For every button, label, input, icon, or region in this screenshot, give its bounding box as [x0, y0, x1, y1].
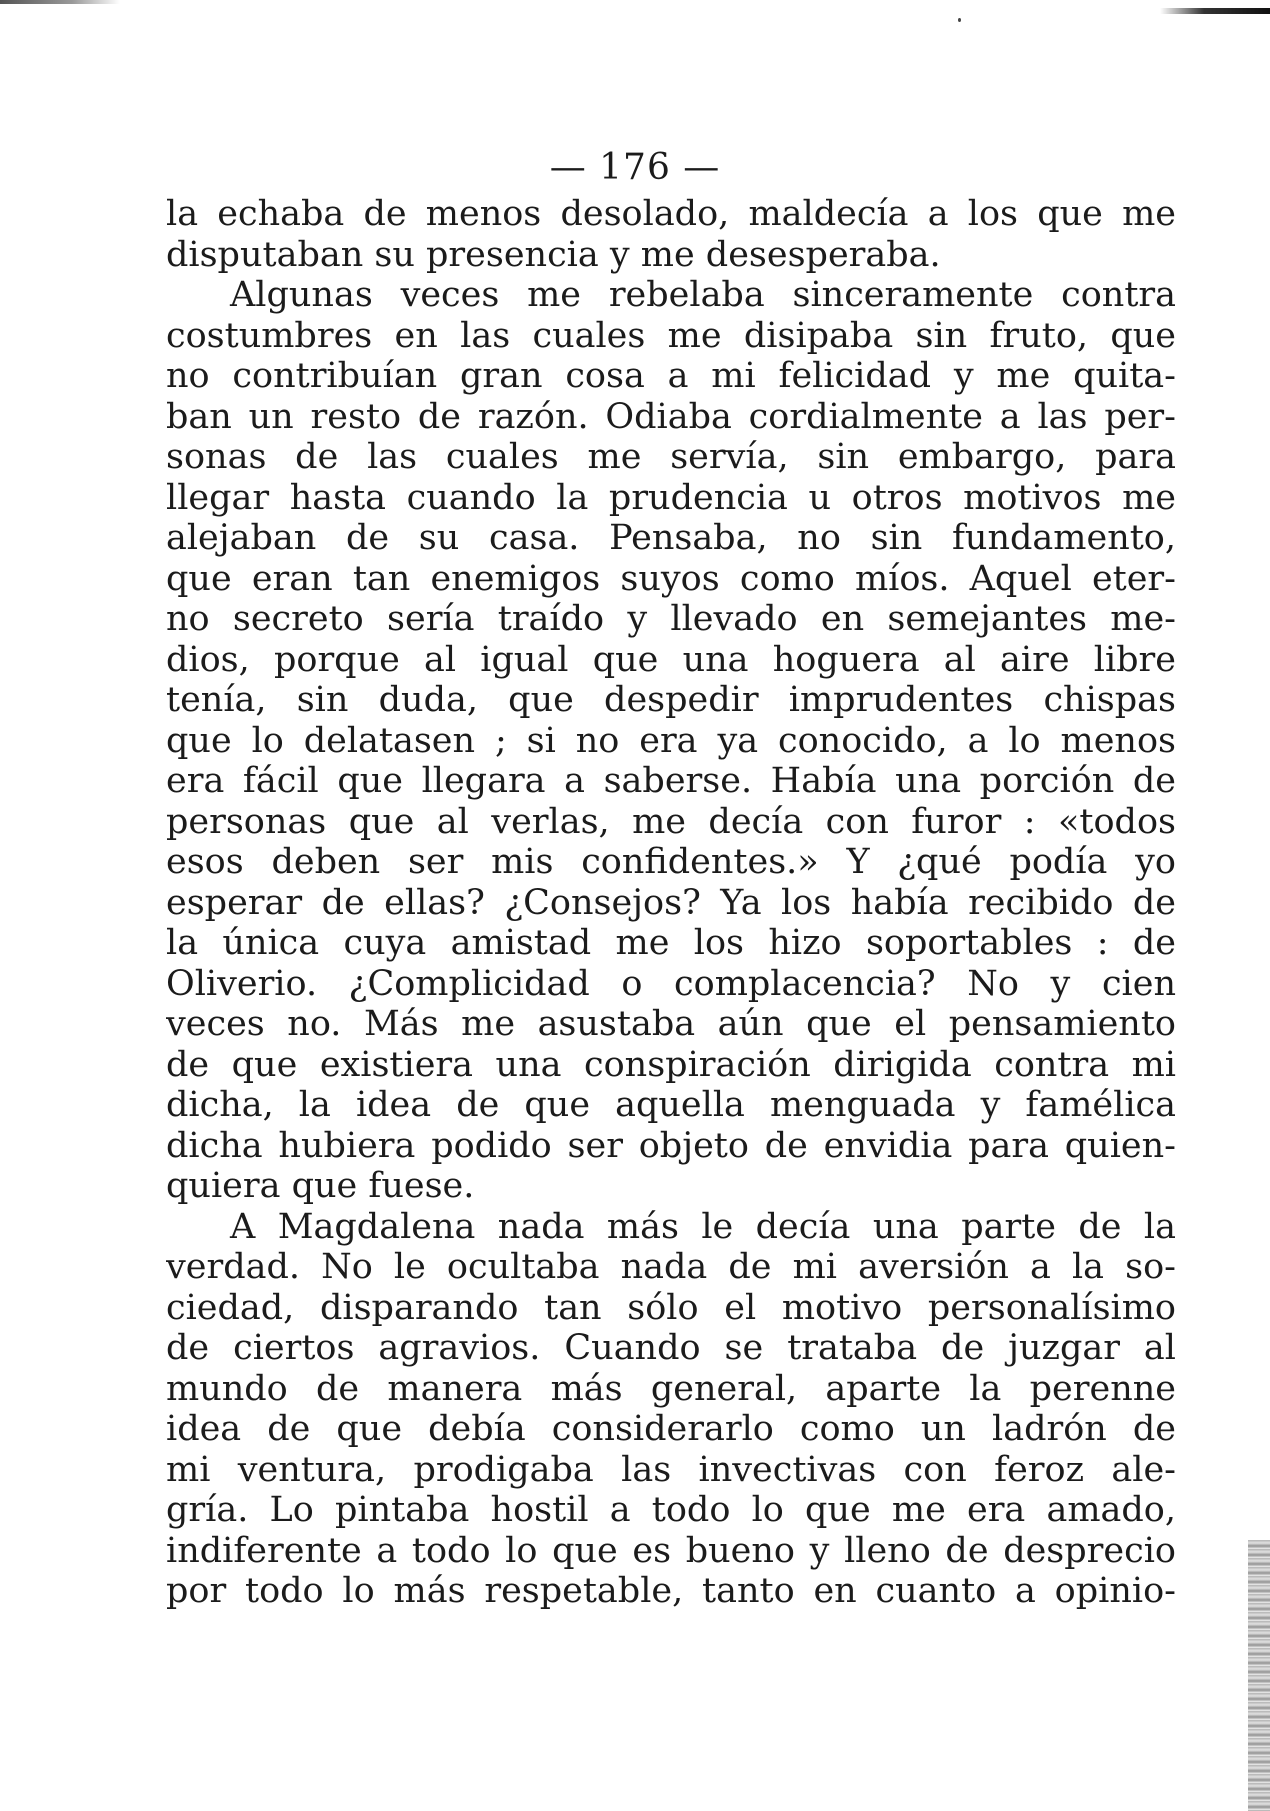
text-line: mi ventura, prodigaba las invectivas con feroz ale- — [166, 1449, 1176, 1490]
text-line: que lo delatasen ; si no era ya conocido, a lo menos — [166, 720, 1176, 761]
scan-speck — [958, 18, 961, 22]
text-line: alejaban de su casa. Pensaba, no sin fundamento, — [166, 518, 1176, 558]
page-number: — 176 — — [549, 147, 721, 188]
text-line: ciedad, disparando tan sólo el motivo personalísimo — [166, 1287, 1176, 1328]
text-line: no contribuían gran cosa a mi felicidad y me quita- — [166, 356, 1176, 396]
text-line: Algunas veces me rebelaba sinceramente contra — [230, 275, 1176, 315]
text-line: veces no. Más me asustaba aún que el pensamiento — [166, 1004, 1176, 1044]
text-line: era fácil que llegara a saberse. Había una porción de — [166, 761, 1176, 801]
text-line: tenía, sin duda, que despedir imprudentes chispas — [166, 680, 1176, 720]
text-line: esperar de ellas? ¿Consejos? Ya los había recibido de — [166, 882, 1176, 923]
text-line: A Magdalena nada más le decía una parte de la — [230, 1206, 1176, 1247]
text-line: la única cuya amistad me los hizo soportables : de — [166, 923, 1176, 963]
text-line: que eran tan enemigos suyos como míos. Aquel eter- — [166, 558, 1176, 599]
text-line: por todo lo más respetable, tanto en cuanto a opinio- — [166, 1571, 1176, 1611]
text-line: gría. Lo pintaba hostil a todo lo que me era amado, — [166, 1490, 1176, 1530]
text-line: la echaba de menos desolado, maldecía a los que me — [166, 194, 1176, 234]
text-line: de que existiera una conspiración dirigida contra mi — [166, 1044, 1176, 1085]
body-text — [166, 194, 1176, 1612]
text-line: dicha hubiera podido ser objeto de envidia para quien- — [166, 1125, 1176, 1166]
scan-edge-top-right — [1160, 8, 1270, 14]
text-line: mundo de manera más general, aparte la perenne — [166, 1368, 1176, 1409]
scan-edge-top-left — [0, 0, 120, 4]
scan-edge-right — [1248, 1540, 1270, 1811]
text-line: de ciertos agravios. Cuando se trataba de juzgar al — [166, 1328, 1176, 1368]
text-line: verdad. No le ocultaba nada de mi aversión a la so- — [166, 1247, 1176, 1287]
text-line: disputaban su presencia y me desesperaba. — [166, 234, 941, 275]
text-line: idea de que debía considerarlo como un ladrón de — [166, 1409, 1176, 1449]
text-line: llegar hasta cuando la prudencia u otros motivos me — [166, 477, 1176, 518]
text-line: dicha, la idea de que aquella menguada y famélica — [166, 1085, 1176, 1125]
text-line: costumbres en las cuales me disipaba sin fruto, que — [166, 315, 1176, 356]
text-line: quiera que fuese. — [166, 1166, 475, 1206]
text-line: dios, porque al igual que una hoguera al aire libre — [166, 639, 1176, 680]
text-line: esos deben ser mis confidentes.» Y ¿qué podía yo — [166, 842, 1176, 882]
text-line: Oliverio. ¿Complicidad o complacencia? No y cien — [166, 963, 1176, 1004]
text-line: sonas de las cuales me servía, sin embargo, para — [166, 437, 1176, 477]
text-line: personas que al verlas, me decía con furor : «todos — [166, 801, 1176, 842]
text-line: indiferente a todo lo que es bueno y lleno de desprecio — [166, 1530, 1176, 1571]
text-line: no secreto sería traído y llevado en semejantes me- — [166, 599, 1176, 639]
text-line: ban un resto de razón. Odiaba cordialmente a las per- — [166, 396, 1176, 437]
